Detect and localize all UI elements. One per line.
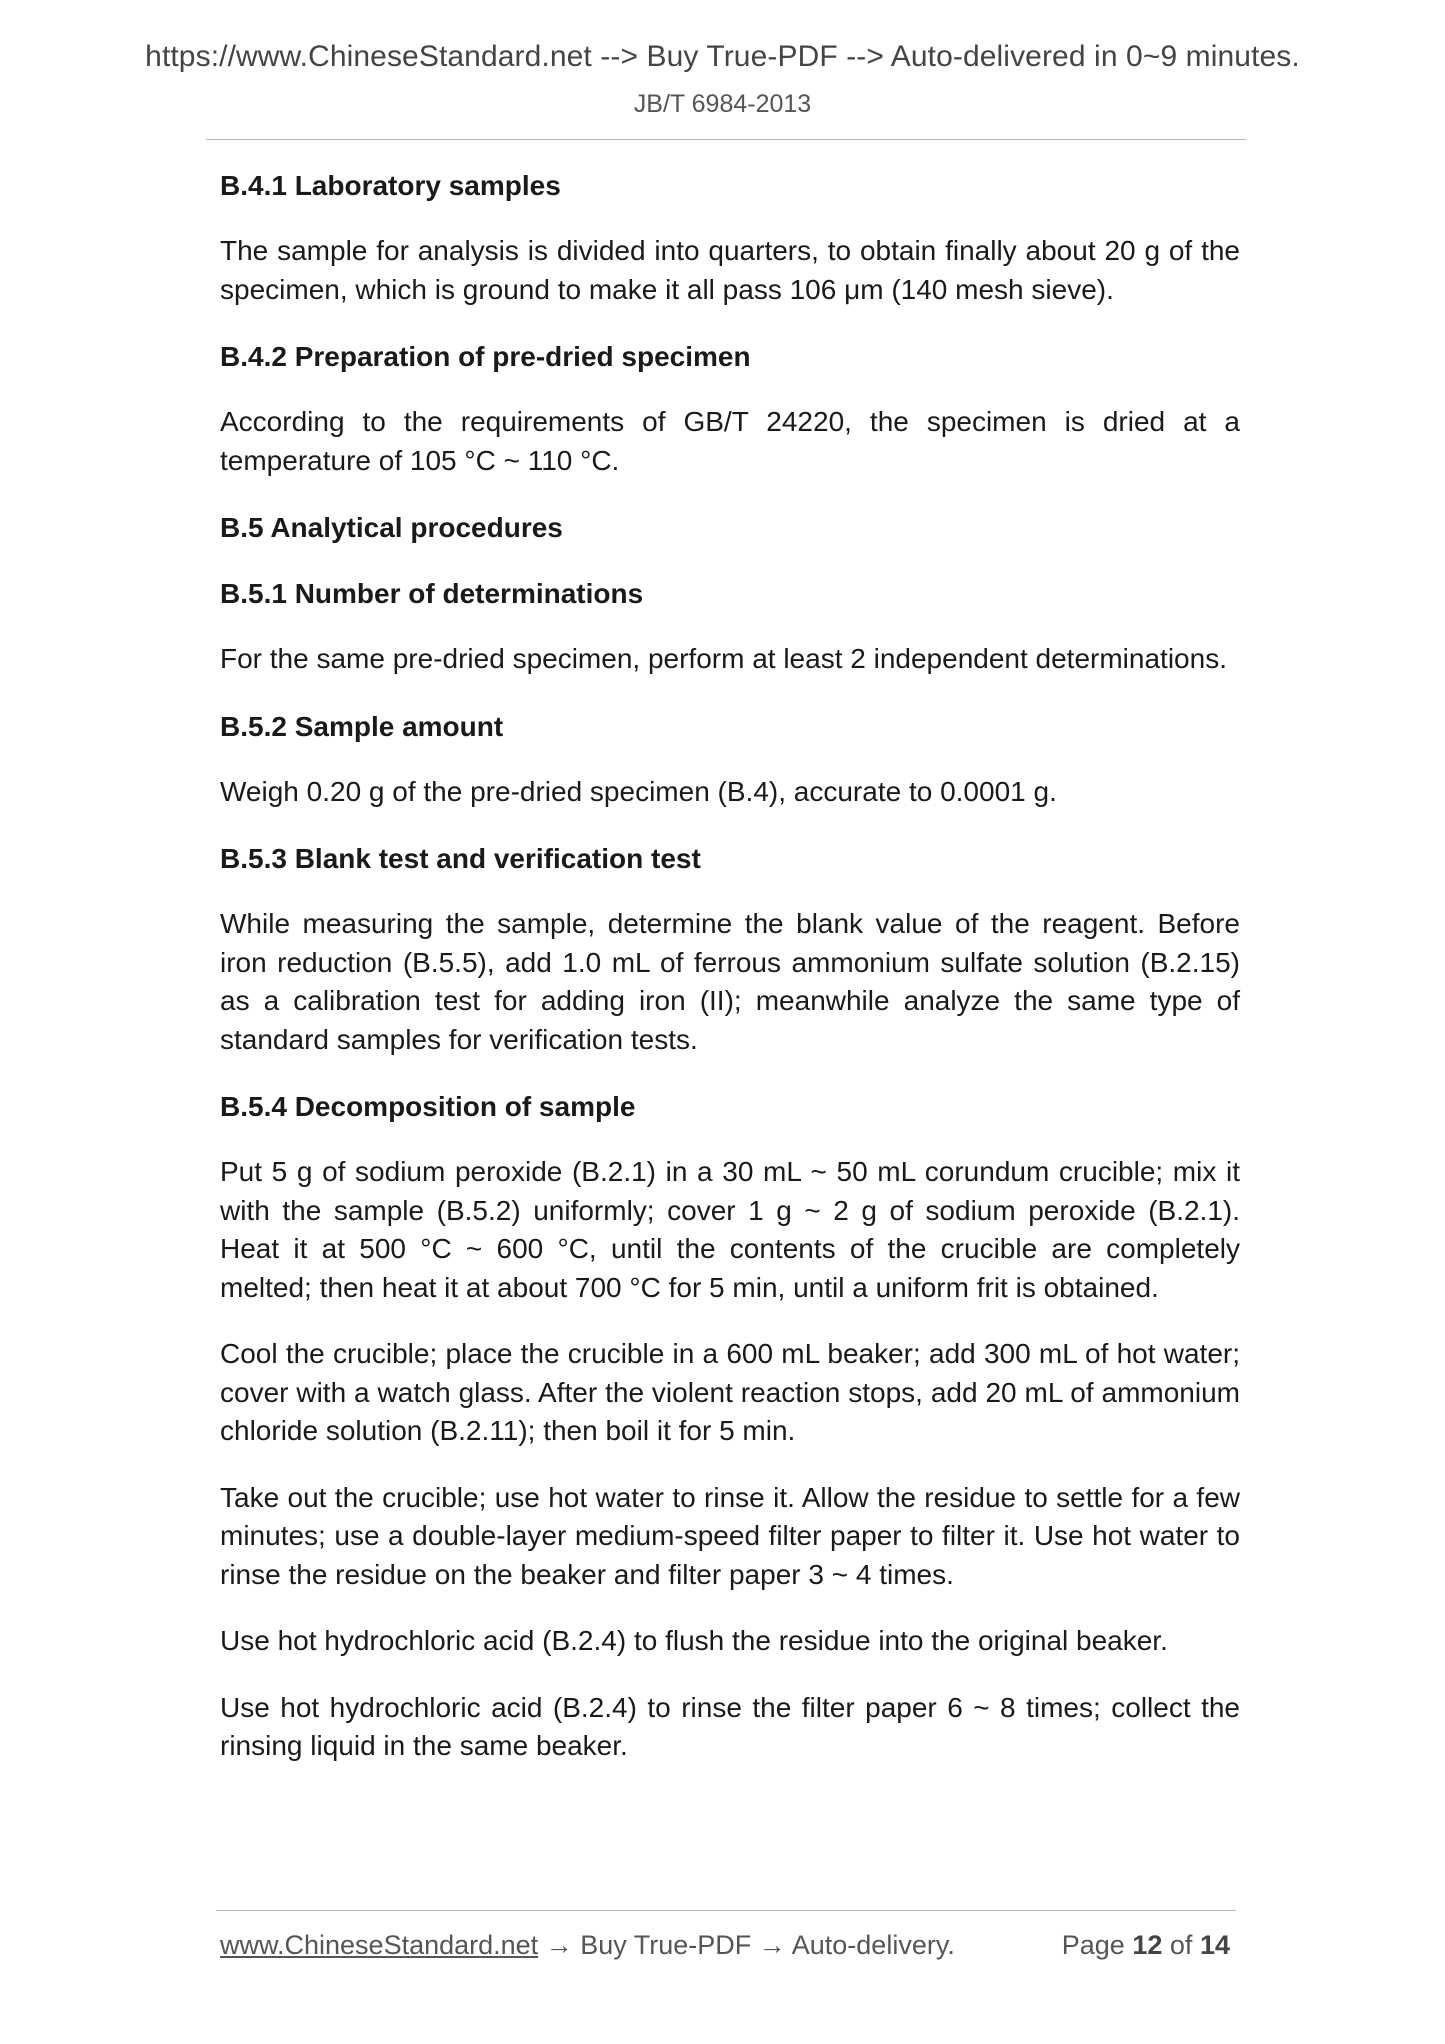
- page-number: [1040, 1930, 1230, 1961]
- paragraph: For the same pre-dried specimen, perform at least 2 independent determinations.: [220, 643, 1227, 674]
- section-heading: B.5 Analytical procedures: [220, 512, 563, 543]
- paragraph: Take out the crucible; use hot water to rinse it. Allow the residue to settle for a few minutes; use a double-layer medium-speed filter paper to filter it. Use hot water to rinse the residue on the beaker and filter paper 3 ~ 4 times.: [220, 1481, 1240, 1590]
- of-word: of: [1169, 1930, 1193, 1960]
- paragraph: According to the requirements of GB/T 24220, the specimen is dried at a temperature of 105 °C ~ 110 °C.: [220, 406, 1240, 476]
- section-heading: B.5.4 Decomposition of sample: [220, 1091, 636, 1122]
- section-heading: B.4.1 Laboratory samples: [220, 170, 561, 201]
- paragraph: The sample for analysis is divided into quarters, to obtain finally about 20 g of the specimen, which is ground to make it all pass 106 μm (140 mesh sieve).: [220, 235, 1240, 305]
- footer-tagline: → Buy True-PDF → Auto-delivery.: [545, 1930, 955, 1960]
- standard-number: JB/T 6984-2013: [633, 90, 812, 118]
- paragraph: Weigh 0.20 g of the pre-dried specimen (B.4), accurate to 0.0001 g.: [220, 775, 1057, 807]
- document-body: [220, 166, 1240, 1794]
- section-heading: B.5.2 Sample amount: [220, 710, 504, 742]
- header-banner: https://www.ChineseStandard.net --> Buy True-PDF --> Auto-delivered in 0~9 minutes.: [145, 40, 1300, 73]
- footer-divider: [216, 1910, 1236, 1911]
- page-word: Page: [1061, 1930, 1125, 1960]
- paragraph: Use hot hydrochloric acid (B.2.4) to flush the residue into the original beaker.: [220, 1625, 1168, 1656]
- footer-site-link[interactable]: www.ChineseStandard.net: [220, 1930, 539, 1960]
- section-heading: B.5.3 Blank test and verification test: [220, 843, 701, 874]
- paragraph: Use hot hydrochloric acid (B.2.4) to rinse the filter paper 6 ~ 8 times; collect the rinsing liquid in the same beaker.: [220, 1691, 1240, 1761]
- page-total: 14: [1199, 1930, 1230, 1960]
- section-heading: B.5.1 Number of determinations: [220, 578, 644, 609]
- page-current: 12: [1132, 1930, 1163, 1960]
- section-heading: B.4.2 Preparation of pre-dried specimen: [220, 341, 751, 372]
- paragraph: While measuring the sample, determine the blank value of the reagent. Before iron reduction (B.5.5), add 1.0 mL of ferrous ammonium sulfate solution (B.2.15) as a calibration test for adding iron (II); meanwhile analyze the same type of standard samples for verification tests.: [220, 908, 1240, 1055]
- paragraph: Put 5 g of sodium peroxide (B.2.1) in a 30 mL ~ 50 mL corundum crucible; mix it with the sample (B.5.2) uniformly; cover 1 g ~ 2 g of sodium peroxide (B.2.1). Heat it at 500 °C ~ 600 °C, until the contents of the crucible are completely melted; then heat it at about 700 °C for 5 min, until a uniform frit is obtained.: [220, 1156, 1240, 1303]
- paragraph: Cool the crucible; place the crucible in a 600 mL beaker; add 300 mL of hot water; cover with a watch glass. After the violent reaction stops, add 20 mL of ammonium chloride solution (B.2.11); then boil it for 5 min.: [220, 1338, 1240, 1446]
- header-divider: [206, 139, 1246, 140]
- footer-left: [220, 1930, 955, 1961]
